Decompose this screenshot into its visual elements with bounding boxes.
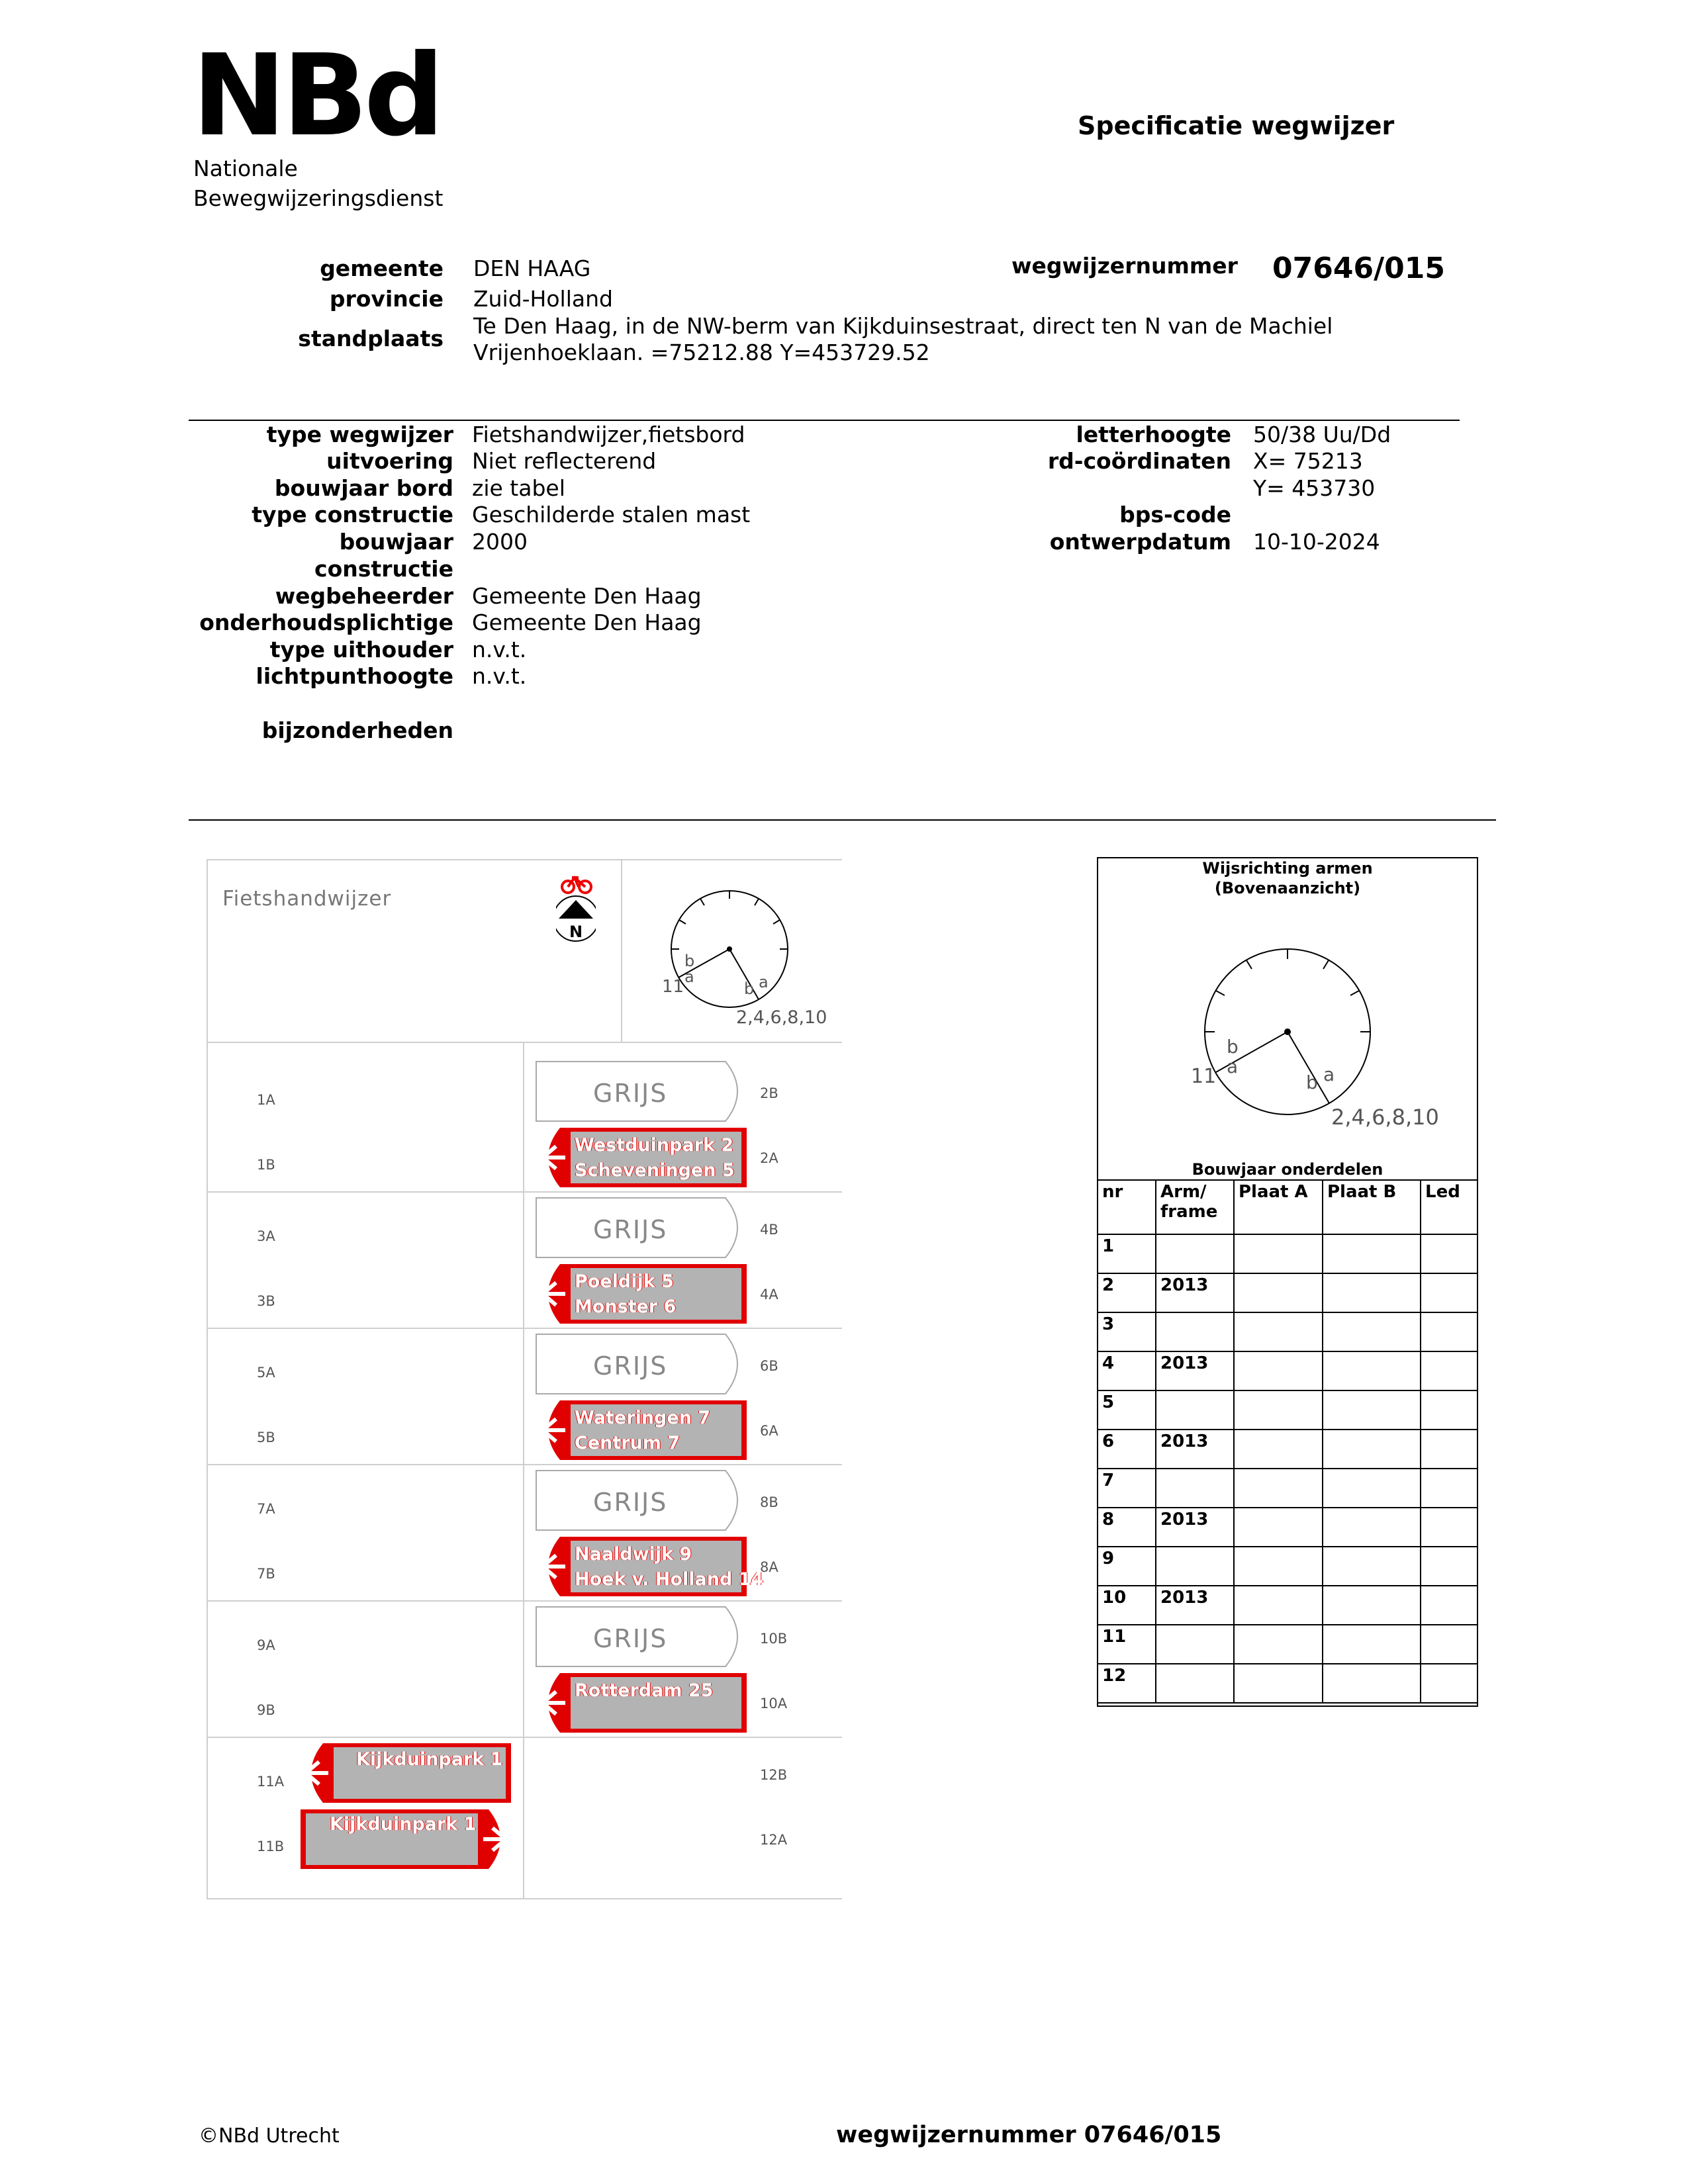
table-row xyxy=(1098,1351,1477,1390)
sign-3-line-1: Wateringen 7 xyxy=(575,1408,711,1428)
kijkduinpark-sign-right-text: Kijkduinpark 1 xyxy=(330,1814,477,1835)
dial-large-b-right: b xyxy=(1306,1071,1318,1093)
rd-coordinaten-label: rd-coördinaten xyxy=(1047,448,1231,474)
row-led xyxy=(1421,1234,1477,1273)
sign-2-line-2: Monster 6 xyxy=(575,1297,677,1317)
row-nr: 5 xyxy=(1098,1390,1156,1430)
row-arm xyxy=(1156,1469,1234,1508)
row-plaat-b xyxy=(1323,1390,1421,1430)
letterhoogte-value: 50/38 Uu/Dd xyxy=(1253,422,1391,447)
row-nr: 10 xyxy=(1098,1586,1156,1625)
logo-subtitle-2: Bewegwijzeringsdienst xyxy=(193,185,444,211)
row-arm xyxy=(1156,1547,1234,1586)
row-plaat-b xyxy=(1323,1273,1421,1312)
bouwjaar-table xyxy=(1097,1179,1478,1704)
plate-id-6b: 6B xyxy=(760,1358,778,1374)
drawing-title: Fietshandwijzer xyxy=(222,887,392,911)
divider-top xyxy=(189,420,1460,421)
row-arm: 2013 xyxy=(1156,1586,1234,1625)
bouwjaar-bord-value: zie tabel xyxy=(472,475,565,501)
table-row xyxy=(1098,1234,1477,1273)
row-plaat-a xyxy=(1234,1469,1323,1508)
row-led xyxy=(1421,1508,1477,1547)
letterhoogte-label: letterhoogte xyxy=(1076,422,1231,447)
gemeente-value: DEN HAAG xyxy=(473,255,591,281)
row-led xyxy=(1421,1625,1477,1664)
row-plaat-a xyxy=(1234,1664,1323,1703)
sign-5-line-1: Rotterdam 25 xyxy=(575,1680,714,1701)
bouwjaar-title: Bouwjaar onderdelen xyxy=(1192,1160,1383,1179)
row-arm xyxy=(1156,1664,1234,1703)
plate-id-1a: 1A xyxy=(257,1092,275,1108)
direction-dial-large xyxy=(1203,947,1372,1116)
dial-large-a-right: a xyxy=(1323,1064,1335,1085)
row-led xyxy=(1421,1390,1477,1430)
plate-id-8b: 8B xyxy=(760,1494,778,1510)
grijs-label: GRIJS xyxy=(593,1351,668,1381)
row-plaat-a xyxy=(1234,1625,1323,1664)
type-constructie-label: type constructie xyxy=(252,502,453,527)
row-led xyxy=(1421,1351,1477,1390)
plate-id-2b: 2B xyxy=(760,1085,778,1101)
row-plaat-a xyxy=(1234,1586,1323,1625)
row-nr: 4 xyxy=(1098,1351,1156,1390)
provincie-label: provincie xyxy=(329,286,444,312)
row-nr: 8 xyxy=(1098,1508,1156,1547)
plate-id-3a: 3A xyxy=(257,1228,275,1244)
direction-dial-small xyxy=(670,889,789,1009)
plate-id-8a: 8A xyxy=(760,1559,778,1575)
type-uithouder-label: type uithouder xyxy=(269,637,453,662)
row-led xyxy=(1421,1586,1477,1625)
sign-drawing-panel xyxy=(207,859,842,1899)
plate-id-12b: 12B xyxy=(760,1767,788,1783)
col-header-nr: nr xyxy=(1098,1180,1156,1234)
table-row xyxy=(1098,1547,1477,1586)
row-led xyxy=(1421,1664,1477,1703)
provincie-value: Zuid-Holland xyxy=(473,286,613,312)
table-row xyxy=(1098,1312,1477,1351)
onderhoudsplichtige-value: Gemeente Den Haag xyxy=(472,610,702,635)
plate-id-6a: 6A xyxy=(760,1423,778,1439)
nbd-logo: NBd xyxy=(192,30,441,161)
wijsrichting-title-line-1: Wijsrichting armen xyxy=(1202,859,1373,878)
table-row xyxy=(1098,1625,1477,1664)
plate-id-10b: 10B xyxy=(760,1631,788,1647)
bijzonderheden-label: bijzonderheden xyxy=(261,717,453,743)
row-led xyxy=(1421,1547,1477,1586)
row-plaat-b xyxy=(1323,1430,1421,1469)
plate-id-12a: 12A xyxy=(760,1832,788,1848)
row-nr: 1 xyxy=(1098,1234,1156,1273)
plate-id-4a: 4A xyxy=(760,1287,778,1302)
ontwerpdatum-value: 10-10-2024 xyxy=(1253,529,1380,555)
row-nr: 6 xyxy=(1098,1430,1156,1469)
row-arm xyxy=(1156,1312,1234,1351)
row-plaat-b xyxy=(1323,1312,1421,1351)
dial-small-left-label: 11 xyxy=(662,977,684,997)
row-plaat-a xyxy=(1234,1273,1323,1312)
table-row xyxy=(1098,1273,1477,1312)
sign-1-line-2: Scheveningen 5 xyxy=(575,1160,735,1181)
bouwjaar-constructie-value: 2000 xyxy=(472,529,528,555)
sign-2-line-1: Poeldijk 5 xyxy=(575,1271,674,1292)
sign-4-line-2: Hoek v. Holland 14 xyxy=(575,1569,764,1590)
standplaats-line-1: Te Den Haag, in de NW-berm van Kijkduinsestraat, direct ten N van de Machiel xyxy=(473,313,1333,339)
kijkduinpark-sign-left-text: Kijkduinpark 1 xyxy=(356,1749,503,1770)
standplaats-line-2: Vrijenhoeklaan. =75212.88 Y=453729.52 xyxy=(473,340,930,365)
row-plaat-a xyxy=(1234,1351,1323,1390)
row-nr: 7 xyxy=(1098,1469,1156,1508)
footer-wegwijzernummer: wegwijzernummer 07646/015 xyxy=(836,2122,1222,2148)
wegwijzernummer-label: wegwijzernummer xyxy=(1011,253,1238,279)
plate-id-5a: 5A xyxy=(257,1365,275,1381)
row-plaat-b xyxy=(1323,1547,1421,1586)
bps-code-label: bps-code xyxy=(1119,502,1231,527)
dial-small-b-right: b xyxy=(744,979,755,998)
sign-3-line-2: Centrum 7 xyxy=(575,1433,680,1453)
plate-id-11a: 11A xyxy=(257,1774,285,1790)
type-uithouder-value: n.v.t. xyxy=(472,637,527,662)
dial-large-a-left: a xyxy=(1227,1056,1239,1077)
plate-id-9b: 9B xyxy=(257,1702,275,1718)
row-plaat-b xyxy=(1323,1351,1421,1390)
gemeente-label: gemeente xyxy=(320,255,444,281)
dial-large-left-label: 11 xyxy=(1191,1065,1217,1088)
row-plaat-b xyxy=(1323,1586,1421,1625)
col-header-plaat-b: Plaat B xyxy=(1323,1180,1421,1234)
plate-id-2a: 2A xyxy=(760,1150,778,1166)
bouwjaar-constructie-label-1: bouwjaar xyxy=(339,529,453,555)
table-row xyxy=(1098,1469,1477,1508)
row-plaat-a xyxy=(1234,1234,1323,1273)
row-nr: 9 xyxy=(1098,1547,1156,1586)
row-led xyxy=(1421,1430,1477,1469)
ontwerpdatum-label: ontwerpdatum xyxy=(1049,529,1231,555)
row-arm: 2013 xyxy=(1156,1351,1234,1390)
table-row xyxy=(1098,1664,1477,1703)
lichtpunthoogte-label: lichtpunthoogte xyxy=(256,663,453,689)
standplaats-label: standplaats xyxy=(298,326,444,351)
table-row xyxy=(1098,1390,1477,1430)
type-wegwijzer-label: type wegwijzer xyxy=(266,422,453,447)
plate-id-5b: 5B xyxy=(257,1430,275,1445)
row-plaat-a xyxy=(1234,1508,1323,1547)
row-led xyxy=(1421,1312,1477,1351)
page-title: Specificatie wegwijzer xyxy=(1078,111,1395,140)
type-constructie-value: Geschilderde stalen mast xyxy=(472,502,751,527)
row-plaat-b xyxy=(1323,1625,1421,1664)
grijs-label: GRIJS xyxy=(593,1624,668,1653)
plate-id-9a: 9A xyxy=(257,1637,275,1653)
plate-id-4b: 4B xyxy=(760,1222,778,1238)
row-plaat-a xyxy=(1234,1430,1323,1469)
plate-id-7a: 7A xyxy=(257,1501,275,1517)
dial-small-right-label: 2,4,6,8,10 xyxy=(736,1007,827,1028)
row-plaat-b xyxy=(1323,1664,1421,1703)
wegwijzernummer-value: 07646/015 xyxy=(1272,251,1445,285)
row-led xyxy=(1421,1273,1477,1312)
wegbeheerder-value: Gemeente Den Haag xyxy=(472,583,702,609)
rd-y-value: Y= 453730 xyxy=(1253,475,1376,501)
row-nr: 12 xyxy=(1098,1664,1156,1703)
north-label: N xyxy=(569,923,583,941)
sign-4-line-1: Naaldwijk 9 xyxy=(575,1544,692,1565)
onderhoudsplichtige-label: onderhoudsplichtige xyxy=(199,610,453,635)
bouwjaar-constructie-label-2: constructie xyxy=(314,556,453,582)
dial-small-a-left: a xyxy=(684,968,694,986)
wijsrichting-title-line-2: (Bovenaanzicht) xyxy=(1214,879,1361,897)
dial-large-b-left: b xyxy=(1227,1036,1239,1058)
row-arm: 2013 xyxy=(1156,1430,1234,1469)
footer-copyright: ©NBd Utrecht xyxy=(199,2124,340,2148)
row-plaat-b xyxy=(1323,1469,1421,1508)
plate-id-11b: 11B xyxy=(257,1839,285,1854)
logo-subtitle-1: Nationale xyxy=(193,156,298,181)
row-nr: 11 xyxy=(1098,1625,1156,1664)
col-header-plaat-a: Plaat A xyxy=(1234,1180,1323,1234)
sign-1-line-1: Westduinpark 2 xyxy=(575,1135,734,1156)
col-header-arm: Arm/ frame xyxy=(1156,1180,1234,1234)
col-header-led: Led xyxy=(1421,1180,1477,1234)
table-row xyxy=(1098,1586,1477,1625)
divider-bottom xyxy=(189,819,1496,821)
lichtpunthoogte-value: n.v.t. xyxy=(472,663,527,689)
dial-small-b-left: b xyxy=(684,952,695,970)
row-arm xyxy=(1156,1234,1234,1273)
rd-x-value: X= 75213 xyxy=(1253,448,1363,474)
row-arm: 2013 xyxy=(1156,1273,1234,1312)
plate-id-3b: 3B xyxy=(257,1293,275,1309)
plate-id-1b: 1B xyxy=(257,1157,275,1173)
grijs-label: GRIJS xyxy=(593,1079,668,1108)
dial-large-right-label: 2,4,6,8,10 xyxy=(1331,1105,1439,1130)
row-led xyxy=(1421,1469,1477,1508)
row-arm xyxy=(1156,1625,1234,1664)
dial-small-a-right: a xyxy=(759,973,769,991)
grijs-label: GRIJS xyxy=(593,1488,668,1517)
table-row xyxy=(1098,1430,1477,1469)
type-wegwijzer-value: Fietshandwijzer,fietsbord xyxy=(472,422,745,447)
row-nr: 3 xyxy=(1098,1312,1156,1351)
wegbeheerder-label: wegbeheerder xyxy=(275,583,453,609)
wijsrichting-title xyxy=(1098,858,1477,898)
row-plaat-a xyxy=(1234,1312,1323,1351)
plate-id-10a: 10A xyxy=(760,1696,788,1711)
grijs-label: GRIJS xyxy=(593,1215,668,1244)
uitvoering-value: Niet reflecterend xyxy=(472,448,657,474)
row-plaat-b xyxy=(1323,1234,1421,1273)
bouwjaar-bord-label: bouwjaar bord xyxy=(274,475,453,501)
row-plaat-a xyxy=(1234,1390,1323,1430)
row-arm xyxy=(1156,1390,1234,1430)
row-plaat-b xyxy=(1323,1508,1421,1547)
uitvoering-label: uitvoering xyxy=(326,448,453,474)
row-plaat-a xyxy=(1234,1547,1323,1586)
table-row xyxy=(1098,1508,1477,1547)
row-arm: 2013 xyxy=(1156,1508,1234,1547)
plate-id-7b: 7B xyxy=(257,1566,275,1582)
row-nr: 2 xyxy=(1098,1273,1156,1312)
